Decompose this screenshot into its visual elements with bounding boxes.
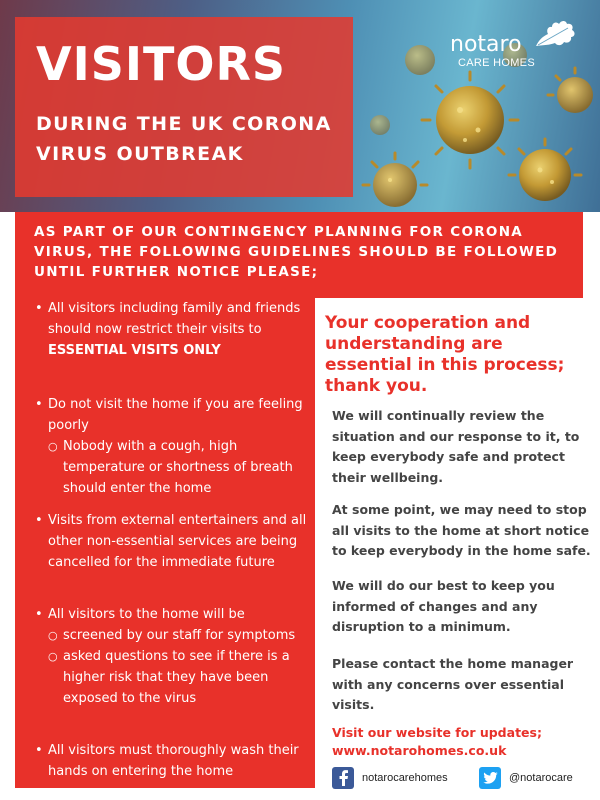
sub-list <box>35 625 311 709</box>
paragraph-review: We will continually review the situation and our response to it, to keep everybody safe and protect their wellbeing. <box>332 408 580 485</box>
twitter-handle: @notarocare <box>509 772 573 784</box>
twitter-link[interactable] <box>479 765 573 791</box>
guideline-text: All visitors including family and friends should now restrict their visits to <box>48 301 301 337</box>
website-info <box>332 724 600 760</box>
facebook-icon <box>332 767 354 789</box>
guideline-text: Do not visit the home if you are feeling poorly <box>48 397 303 433</box>
guideline-essential-visits: • All visitors including family and friends should now restrict their visits to ESSENTIAL VISITS ONLY <box>35 301 301 358</box>
facebook-link[interactable] <box>332 765 448 791</box>
cooperation-message: Your cooperation and understanding are essential in this process; thank you. <box>325 313 565 396</box>
guideline-screening: • All visitors to the home will be ○ screened by our staff for symptoms ○ asked questions to see if there is a higher risk that they have been exposed to the virus <box>35 604 311 709</box>
guideline-text: Visits from external entertainers and all other non-essential services are being cancelled for the immediate future <box>48 513 307 570</box>
paragraph-stop-visits: At some point, we may need to stop all visits to the home at short notice to keep everybody in the home safe. <box>332 502 591 558</box>
oak-leaf-icon <box>530 18 578 52</box>
header-banner <box>0 0 600 212</box>
website-label: Visit our website for updates; <box>332 725 542 740</box>
intro-text: AS PART OF OUR CONTINGENCY PLANNING FOR CORONA VIRUS, THE FOLLOWING GUIDELINES SHOULD BE FOLLOWED UNTIL FURTHER NOTICE PLEASE; <box>34 224 559 280</box>
guideline-text: All visitors must thoroughly wash their hands on entering the home <box>48 743 299 779</box>
guideline-feeling-poorly: • Do not visit the home if you are feeling poorly ○ Nobody with a cough, high temperature or shortness of breath should enter the home <box>35 394 311 499</box>
intro-band <box>15 212 583 298</box>
title-panel <box>15 17 353 197</box>
guideline-text: All visitors to the home will be <box>48 607 245 622</box>
guideline-wash-hands: • All visitors must thoroughly wash their hands on entering the home <box>35 740 311 782</box>
page-title: VISITORS <box>36 37 286 91</box>
paragraph-contact: Please contact the home manager with any concerns over essential visits. <box>332 656 574 712</box>
page-subtitle: DURING THE UK CORONA VIRUS OUTBREAK <box>36 113 332 165</box>
guidelines-panel <box>15 298 315 788</box>
sub-list <box>35 436 311 499</box>
website-link[interactable]: www.notarohomes.co.uk <box>332 743 507 758</box>
notaro-logo <box>440 18 590 78</box>
twitter-icon <box>479 767 501 789</box>
sub-item: ○ screened by our staff for symptoms <box>48 628 296 643</box>
info-panel <box>315 298 600 800</box>
logo-name: notaro <box>450 32 522 57</box>
guideline-entertainers: • Visits from external entertainers and all other non-essential services are being cancelled for the immediate future <box>35 510 311 573</box>
paragraph-informed: We will do our best to keep you informed of changes and any disruption to a minimum. <box>332 578 555 634</box>
guideline-emphasis: ESSENTIAL VISITS ONLY <box>48 343 221 358</box>
sub-item: ○ asked questions to see if there is a higher risk that they have been exposed to the virus <box>48 649 290 706</box>
sub-item: ○ Nobody with a cough, high temperature or shortness of breath should enter the home <box>48 439 293 496</box>
facebook-handle: notarocarehomes <box>362 772 448 784</box>
logo-subtitle: CARE HOMES <box>458 57 535 69</box>
